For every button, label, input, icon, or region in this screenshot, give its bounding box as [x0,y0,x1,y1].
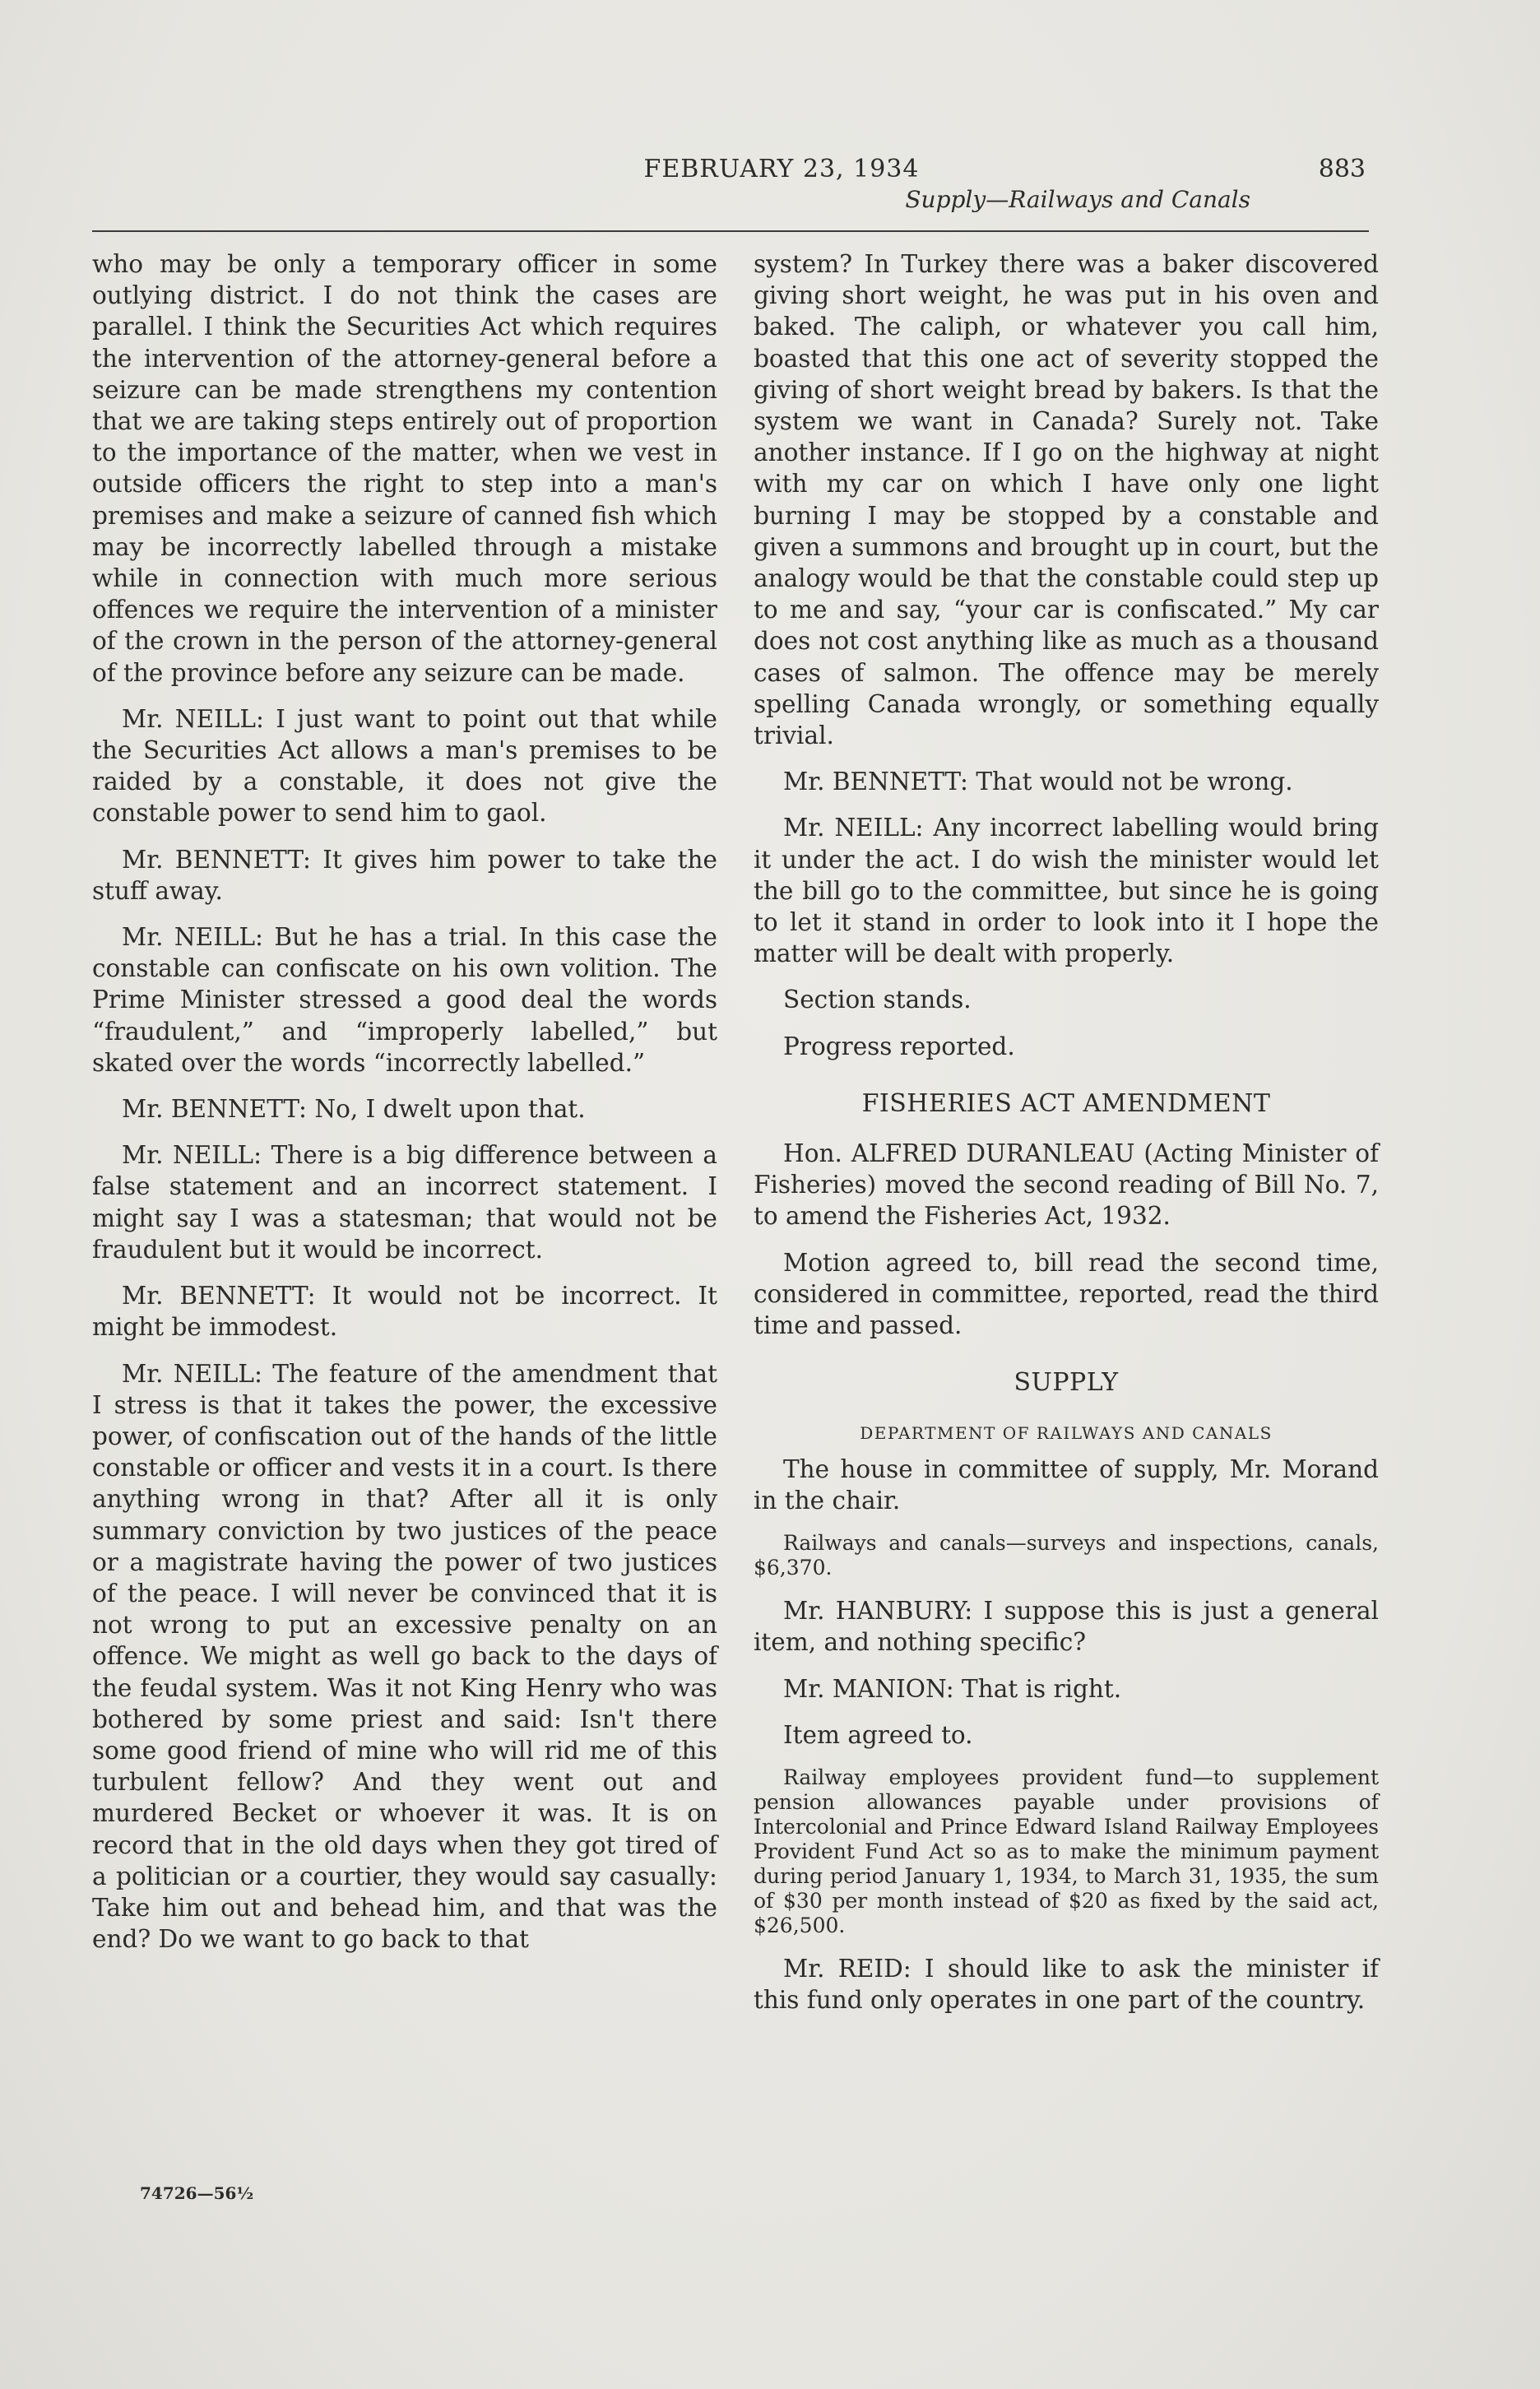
paragraph: Mr. NEILL: The feature of the amendment that I stress is that it takes the power, the excessive power, of confiscation out of the hands of the little constable or officer and vests it in a court. Is there anything wrong in that? After all it is only summary conviction by two justices of the peace or a magistrate having the power of two justices of the peace. I will never be convinced that it is not wrong to put an excessive penalty on an offence. We might as well go back to the days of the feudal system. Was it not King Henry who was bothered by some priest and said: Isn't there some good friend of mine who will rid me of this turbulent fellow? And they went out and murdered Becket or whoever it was. It is on record that in the old days when they got tired of a politician or a courtier, they would say casually: Take him out and behead him, and that was the end? Do we want to go back to that [92,1359,717,1954]
paragraph: The house in committee of supply, Mr. Morand in the chair. [754,1454,1379,1515]
right-column [754,248,1379,2016]
paragraph: system? In Turkey there was a baker discovered giving short weight, he was put in his oven and baked. The caliph, or whatever you call him, boasted that this one act of severity stopped the giving of short weight bread by bakers. Is that the system we want in Canada? Surely not. Take another instance. If I go on the highway at night with my car on which I have only one light burning I may be stopped by a constable and given a summons and brought up in court, but the analogy would be that the constable could step up to me and say, “your car is confiscated.” My car does not cost anything like as much as a thousand cases of salmon. The offence may be merely spelling Canada wrongly, or something equally trivial. [754,250,1379,750]
supply-item: Railway employees provident fund—to supplement pension allowances payable under provisions of Intercolonial and Prince Edward Island Railway Employees Provident Fund Act so as to make the minimum payment during period January 1, 1934, to March 31, 1935, the sum of $30 per month instead of $20 as fixed by the said act, $26,500. [754,1765,1379,1937]
item-agreed: Item agreed to. [783,1720,973,1749]
paragraph: Mr. NEILL: There is a big difference between a false statement and an incorrect statement. I might say I was a statesman; that would not be fraudulent but it would be incorrect. [92,1141,717,1264]
page-subtitle: Supply—Railways and Canals [905,186,1250,213]
paragraph: who may be only a temporary officer in some outlying district. I do not think the cases are parallel. I think the Securities Act which requires the intervention of the attorney-general before a seizure can be made strengthens my contention that we are taking steps entirely out of proportion to the importance of the matter, when we vest in outside officers the right to step into a man's premises and make a seizure of canned fish which may be incorrectly labelled through a mistake while in connection with much more serious offences we require the intervention of a minister of the crown in the person of the attorney-general of the province before any seizure can be made. [92,250,717,687]
progress-reported: Progress reported. [783,1032,1015,1060]
paragraph: Mr. NEILL: Any incorrect labelling would bring it under the act. I do wish the minister would let the bill go to the committee, but since he is going to let it stand in order to look into it I hope the matter will be dealt with properly. [754,814,1379,968]
paragraph: Mr. BENNETT: It gives him power to take the stuff away. [92,845,717,905]
paragraph: Mr. HANBURY: I suppose this is just a general item, and nothing specific? [754,1597,1379,1657]
paragraph: Mr. NEILL: But he has a trial. In this case the constable can confiscate on his own volition. The Prime Minister stressed a good deal the words “fraudulent,” and “improperly labelled,” but skated over the words “incorrectly labelled.” [92,923,717,1077]
supply-item: Railways and canals—surveys and inspections, canals, $6,370. [754,1531,1379,1580]
fisheries-heading: FISHERIES ACT AMENDMENT [861,1088,1271,1118]
printer-code: 74726—56½ [140,2183,254,2203]
paragraph: Mr. BENNETT: It would not be incorrect. It might be immodest. [92,1282,717,1342]
paragraph: Mr. MANION: That is right. [783,1674,1122,1703]
paragraph: Mr. BENNETT: No, I dwelt upon that. [122,1095,586,1124]
left-column [92,248,717,1955]
page-number: 883 [1318,155,1366,183]
supply-heading: SUPPLY [1014,1368,1119,1398]
paragraph: Mr. NEILL: I just want to point out that while the Securities Act allows a man's premises to be raided by a constable, it does not give the constable power to send him to gaol. [92,704,717,828]
paragraph: Hon. ALFRED DURANLEAU (Acting Minister of Fisheries) moved the second reading of Bill No. 7, to amend the Fisheries Act, 1932. [754,1139,1379,1231]
paragraph: Mr. BENNETT: That would not be wrong. [783,768,1293,796]
section-stands: Section stands. [783,986,972,1014]
paragraph: Mr. REID: I should like to ask the minister if this fund only operates in one part of the country. [754,1954,1379,2015]
header-rule [92,230,1369,232]
paragraph: Motion agreed to, bill read the second time, considered in committee, reported, read the third time and passed. [754,1248,1379,1340]
department-heading: DEPARTMENT OF RAILWAYS AND CANALS [860,1422,1273,1443]
page-date: FEBRUARY 23, 1934 [643,155,920,183]
